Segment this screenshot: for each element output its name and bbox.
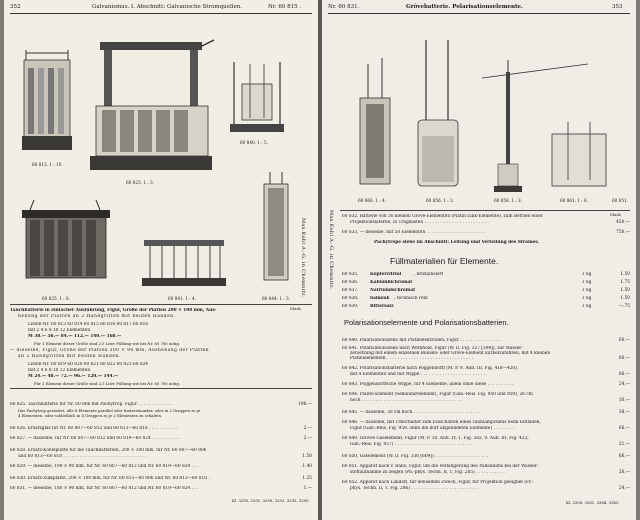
text-line: 60 846. — dasselbe, mit Umschalter zum Einschalten eines Glühlämpchens beim Entladen, [342, 420, 541, 425]
section-title-polarisation: Polarisationselemente und Polarisationsbatterien. [344, 318, 509, 327]
text-line: 60 852. Apparat nach Landolt, für denselben Zweck, Figur, für Projektion geeignet (Fr.- [342, 480, 534, 485]
text-line: — dieselbe, Figur, Größe der Platten 300 × 90 mm, Aushebung der Platten [10, 348, 210, 353]
left-page-header [10, 4, 312, 14]
left-footer: Kl. 3295, 3291, 3290, 3292, 3293, 3295. [232, 498, 310, 503]
right-header-nr: Nr. 60 831. [328, 4, 360, 10]
text-line: Platinelementen . . . . . . . . . . . . . . . . . . . . . . . . . . . . . . . . [350, 356, 473, 361]
figure-caption: 60 841. 1 : 4. [168, 296, 197, 301]
price: 1.75 [620, 280, 630, 285]
text-line: mit 4 Elementen und mit Wippe . . . . . . . . . . . . . . . . . . . . . . . . [350, 372, 485, 377]
list-item-nr: 60 836. [342, 280, 359, 285]
text-line: 60 829. — dieselbe, 190 × 90 mm, für Nr. 60 807—60 812 und Nr. 60 819—60 824 . . . [10, 464, 199, 469]
price: 26.— [618, 470, 630, 475]
text-line: 60 828. Ersatz-Kohleplatte für die Tauchbatterien, 200 × 100 mm, für Nr. 60 807—60 806 [10, 448, 207, 453]
figure-60823 [86, 36, 216, 176]
figure-caption: 60 840. 1 : 5. [240, 140, 269, 145]
text-line: phys. Techn. II, 1, Fig. 286) . . . . . . . . . . . . . . . . . . . . . . . . . [350, 486, 479, 491]
figure-caption: 60 823. 1 : 3. [126, 180, 155, 185]
price: 66.— [618, 454, 630, 459]
text-line: Gan.-Reis. Fig. 957) . . . . . . . . . . . . . . . . . . . . . . . . . . . . . [350, 442, 473, 447]
text-line: 4 Elementen, oder schließlich in 4 Gruppen zu je 2 Elementen zu schalten. [18, 413, 163, 418]
list-item-qty: 1 kg [582, 296, 592, 301]
price: 60.— [618, 338, 630, 343]
text-line: Tauchbatterie in einfacher Ausführung, Figur, Größe der Platten 200 × 100 mm, Aus- [10, 308, 217, 313]
text-line: und 60 813—60 818 . . . . . . . . . . . . . . . . . . . . . . . . . . . . . . . [18, 454, 147, 459]
figure-60841 [140, 230, 228, 290]
figure-60825 [20, 196, 112, 286]
price: 1.25 [302, 476, 312, 481]
price: 2.— [303, 436, 312, 441]
figure-caption: 60 844. 1 : 3. [262, 296, 291, 301]
price: 60.— [618, 356, 630, 361]
list-item-name: Natriumbichromat [370, 288, 416, 293]
text-line: Pachytrope siehe im Abschnitt: Leitung und Verteilung des Stromes. [374, 240, 540, 245]
list-item-name: Bittersalz [370, 304, 394, 309]
list-item-name: Kaliumbichromat [370, 280, 413, 285]
text-line: 60 831. — dieselbe, 180 × 90 mm, für Nr. 60 807—60 812 und Nr. 60 819—60 824 . . . [10, 486, 199, 491]
publisher-sidenote: Max Kohl A.-G. in Chemnitz. [300, 218, 306, 298]
price: 24.— [618, 486, 630, 491]
text-line: Für 1 Element dieser Größe sind 2,5 Liter Füllung wie bei Nr. 60 780 nötig. [34, 381, 181, 386]
list-item-nr: 60 837. [342, 288, 359, 293]
divider [10, 388, 312, 389]
figure-caption: 60 851. [612, 198, 628, 203]
price: 1.50 [302, 454, 312, 459]
figure-caption: 60 825. 1 : 8. [42, 296, 71, 301]
text-line: Projektionslaterne, in Tragkasten . . . . . . . . . . . . . . . . . . . . . . . . [350, 220, 489, 225]
list-item-qty: 1 kg [582, 272, 592, 277]
figure-caption: 60 856. 1 : 3. [426, 198, 455, 203]
list-item-desc: , technisch rein [394, 296, 428, 301]
text-line: 60 825. Tauchbatterie für Nr. 60 806 mit Pachytrop, Figur . . . . . . . . . . . . . [10, 402, 173, 407]
list-item-name: Salmiak [370, 296, 390, 301]
mark-column-label: Mark [610, 212, 621, 217]
list-item-nr: 60 839. [342, 304, 359, 309]
price: 750.— [616, 230, 630, 235]
text-line: 60 826. Ersatzglas für Nr. 60 807—60 812 und 60 813—60 818 . . . . . . . . . . . [10, 426, 178, 431]
divider [10, 304, 312, 305]
publisher-sidenote: Max Kohl A.-G. in Chemnitz. [328, 210, 334, 290]
price: 1.50 [620, 288, 630, 293]
left-page [4, 0, 318, 520]
text-line: zersetzung mit einem einzelnen Bunsen- oder Grove-Element kurbelzuführen, mit 4 kleinen [350, 351, 551, 356]
left-page-number: 352 [10, 4, 21, 10]
figure-60813 [16, 50, 78, 160]
right-footer: Kl. 3356, 3361, 3364, 3365. [566, 500, 620, 505]
list-item-qty: 1 kg [582, 288, 592, 293]
text-line: 60 845. — dasselbe, 30 cm hoch . . . . . . . . . . . . . . . . . . . . . . . . . [342, 410, 481, 415]
text-line: an 2 Handgriffen mit beiden Händen. [18, 354, 121, 359]
figure-caption: 60 861. 1 : 6. [560, 198, 589, 203]
list-item-desc: , kristallisiert [414, 272, 444, 277]
figure-caption: 60 866. 1 : 4. [358, 198, 387, 203]
price: 1.40 [302, 464, 312, 469]
price: 450.— [616, 220, 630, 225]
text-line: hebung der Platten an 2 Handgriffen mit beiden Händen. [18, 314, 176, 319]
price: 1.50 [620, 272, 630, 277]
text-line: 60 830. Ersatz-Zinkplatte, 200 × 100 mm, für Nr. 60 815—60 806 und Nr. 60 813—60 818 . [10, 476, 210, 481]
text-line: Für 1 Element dieser Größe sind 2,5 Liter Füllung wie bei Nr. 60 780 nötig. [34, 341, 181, 346]
text-line: Das Pachytrop gestattet, alle 8 Elemente parallel oder hintereinander, oder in 2 Gruppen zu je [18, 408, 201, 413]
text-line: hoch . . . . . . . . . . . . . . . . . . . . . . . . . . . . . . . . . . . . . [350, 398, 462, 403]
text-line: M 24.— 48.— 72.— 96.— 120.— 144.— [28, 374, 119, 379]
text-line: stoffaufnahme zu zeigen (Ph.-phys. Techn. II, 1, Fig. 285) . . . . . . . . . . . [350, 470, 505, 475]
section-title-fuellmaterialien: Füllmaterialien für Elemente. [390, 256, 499, 266]
left-header-title: Galvanismus. I. Abschnitt: Galvanische Stromquellen. [92, 4, 243, 10]
text-line: M 38.— 56.— 84.— 112.— 140.— 168.— [28, 334, 122, 339]
text-line: mit 2 4 6 8 10 12 Elementen [28, 328, 91, 333]
price: 1.— [303, 486, 312, 491]
text-line: Listen-Nr. 60 819 60 820 60 821 60 822 60 823 60 824 [28, 362, 149, 367]
figure-60840 [226, 56, 288, 136]
right-header-title: Grôvebatterie. Polarisationselemente. [406, 4, 523, 10]
mark-column-label: Mark [290, 306, 301, 311]
text-line: 60 850. Gaselement (W. D. Fig. 336 [609]) . . . . . . . . . . . . . . . . . . . . [342, 454, 489, 459]
price: 2.— [303, 426, 312, 431]
text-line: Listen-Nr. 60 813 60 814 60 815 60 816 60 817 60 818 [28, 322, 149, 327]
text-line: 60 833. — dieselbe, mit 50 Elementen . . . . . . . . . . . . . . . . . . . . . . [342, 230, 486, 235]
price: —.75 [618, 304, 630, 309]
divider [340, 210, 630, 211]
price: 66.— [618, 426, 630, 431]
list-item-nr: 60 835. [342, 272, 359, 277]
list-item-nr: 60 838. [342, 296, 359, 301]
price: 66.— [618, 372, 630, 377]
figure-60844 [260, 170, 292, 290]
text-line: 60 843. Poggendorffsche Wippe, für 4 Elemente, allein ohne diese . . . . . . . . . . [342, 382, 514, 387]
right-page-header [328, 4, 630, 14]
price: 24.— [618, 382, 630, 387]
price: 21.— [618, 442, 630, 447]
text-line: 60 851. Apparat nach v. Babo, Figur, um die Verlängerung des Palladiums bei der Wasser- [342, 464, 539, 469]
right-page [322, 0, 636, 520]
price: 38.— [618, 410, 630, 415]
text-line: mit 2 4 6 8 10 12 Elementen [28, 368, 91, 373]
text-line: 60 840. Polarisationszelle mit Platinelektroden, Figur . . . . . . . . . . . . . . . [342, 338, 500, 343]
list-item-qty: 1 kg [582, 280, 592, 285]
text-line: 60 841. Polarisationszelle nach Wetnhold, Figur (W. D. Fig. 327 [599]), zur Wasser- [342, 346, 523, 351]
text-line: 60 827. — dasselbe, für Nr. 60 807—60 812 und 60 819—60 824 . . . . . . . . . . . [10, 436, 181, 441]
text-line: Figur (Gan.-Reis. Fig. 959, ohne die dort abgebildeten Elemente) . . . . . . . . [350, 426, 514, 431]
left-header-nr: Nr. 60 815 . [268, 4, 302, 10]
text-line: 60 844. Planté-Element (Sekundärelement), Figur (Gan.-Reis. Fig. 950 und 959), 26 cm [342, 392, 533, 397]
text-line: 60 832. Batterie von 30 kleinen Grove-Elementen (Platin-Zink-Elemente), zum Betrieb einer [342, 214, 543, 219]
price: 1.50 [620, 296, 630, 301]
figure-60856 [416, 40, 460, 192]
list-item-qty: 1 kg [582, 304, 592, 309]
right-page-number: 353 [612, 4, 623, 10]
figure-60861 [548, 120, 610, 192]
price: 196.— [298, 402, 312, 407]
price: 30.— [618, 398, 630, 403]
figure-caption: 60 813. 1 : 10. [32, 162, 63, 167]
figure-caption: 60 858. 1 : 3. [494, 198, 523, 203]
list-item-name: Kupfervitriol [370, 272, 402, 277]
figure-60866 [352, 58, 398, 190]
text-line: 60 849. Groves Gaselement, Figur (M. P. 10. Aufl. IV, 1, Fig. 582, 9. Aufl. III, Fig. 422; [342, 436, 529, 441]
text-line: 60 842. Polarisationsbatterie nach Poggendorff (M. P. 9. Aufl. III, Fig. 418—420), [342, 366, 519, 371]
